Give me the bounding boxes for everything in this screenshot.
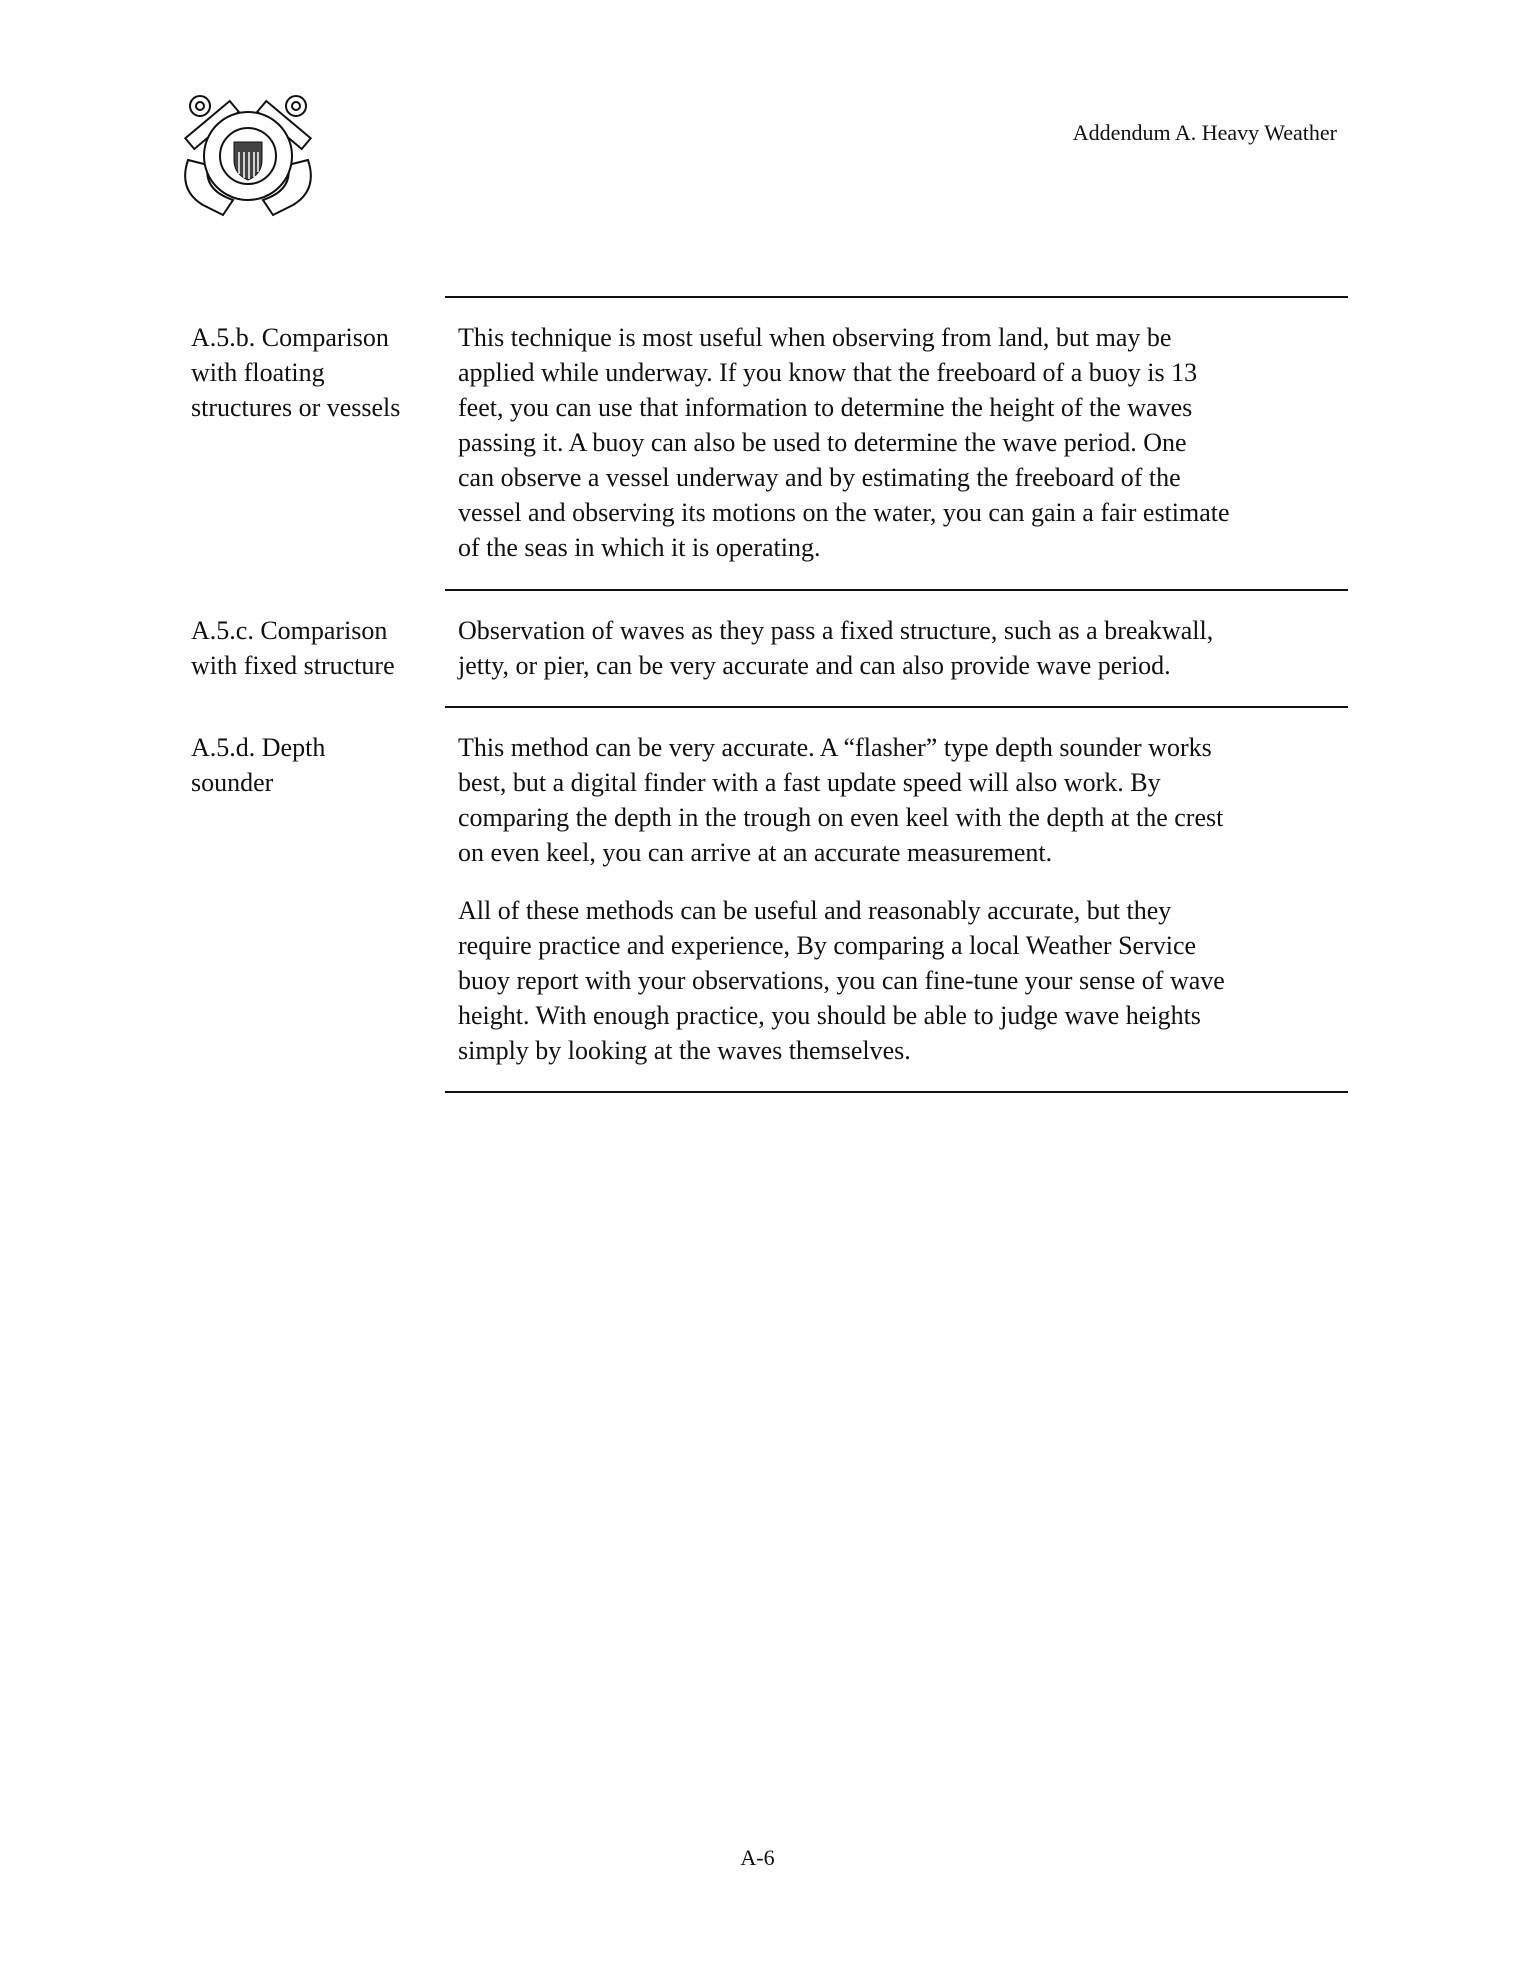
label-line: with floating [191, 358, 325, 387]
section-label-a5d [191, 730, 441, 800]
label-line: structures or vessels [191, 393, 401, 422]
body-line: jetty, or pier, can be very accurate and can also provide wave period. [458, 651, 1171, 680]
section-body-a5d-summary [458, 893, 1358, 1068]
body-line: best, but a digital finder with a fast update speed will also work. By [458, 768, 1161, 797]
body-line: feet, you can use that information to determine the height of the waves [458, 393, 1193, 422]
body-line: on even keel, you can arrive at an accurate measurement. [458, 838, 1053, 867]
section-label-a5c [191, 613, 441, 683]
coast-guard-seal-logo [178, 90, 318, 222]
body-line: vessel and observing its motions on the water, you can gain a fair estimate [458, 498, 1230, 527]
label-line: A.5.d. Depth [191, 733, 326, 762]
body-line: buoy report with your observations, you can fine-tune your sense of wave [458, 966, 1225, 995]
page-number: A-6 [740, 1845, 775, 1870]
label-line: with fixed structure [191, 651, 395, 680]
label-line: A.5.b. Comparison [191, 323, 389, 352]
running-header: Addendum A. Heavy Weather [1072, 120, 1337, 145]
body-line: of the seas in which it is operating. [458, 533, 821, 562]
section-divider [445, 706, 1348, 708]
body-line: All of these methods can be useful and reasonably accurate, but they [458, 896, 1172, 925]
body-line: This technique is most useful when observing from land, but may be [458, 323, 1172, 352]
section-divider [445, 1091, 1348, 1093]
body-line: applied while underway. If you know that the freeboard of a buoy is 13 [458, 358, 1198, 387]
body-line: Observation of waves as they pass a fixed structure, such as a breakwall, [458, 616, 1214, 645]
section-body-a5d [458, 730, 1358, 870]
body-line: comparing the depth in the trough on even keel with the depth at the crest [458, 803, 1224, 832]
label-line: sounder [191, 768, 274, 797]
section-divider [445, 296, 1348, 298]
label-line: A.5.c. Comparison [191, 616, 388, 645]
body-line: simply by looking at the waves themselves. [458, 1036, 911, 1065]
section-body-a5b [458, 320, 1358, 565]
body-line: This method can be very accurate. A “flasher” type depth sounder works [458, 733, 1212, 762]
body-line: require practice and experience, By comparing a local Weather Service [458, 931, 1197, 960]
section-label-a5b [191, 320, 441, 425]
body-line: height. With enough practice, you should be able to judge wave heights [458, 1001, 1201, 1030]
section-body-a5c [458, 613, 1358, 683]
body-line: can observe a vessel underway and by estimating the freeboard of the [458, 463, 1181, 492]
body-line: passing it. A buoy can also be used to determine the wave period. One [458, 428, 1187, 457]
section-divider [445, 589, 1348, 591]
